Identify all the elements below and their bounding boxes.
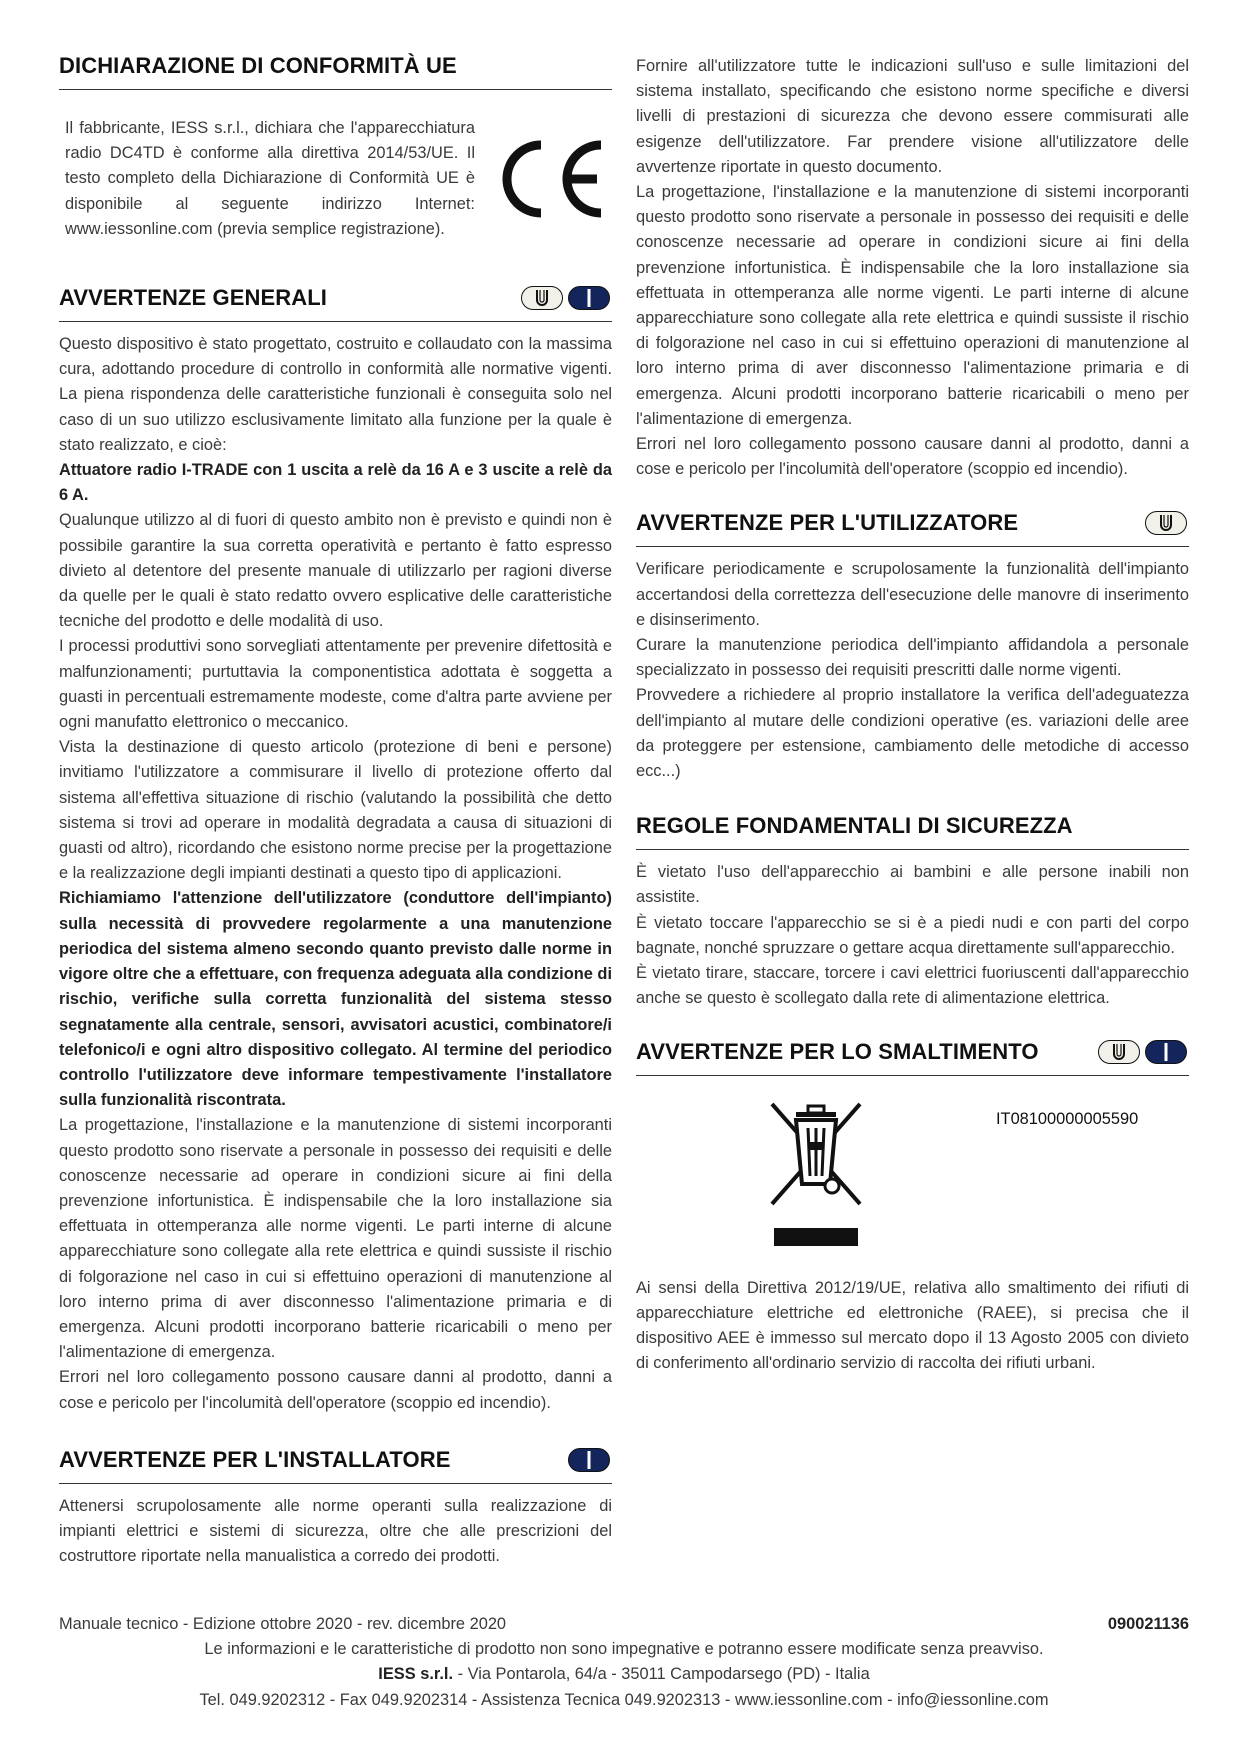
disposal-p1: Ai sensi della Direttiva 2012/19/UE, relativa allo smaltimento dei rifiuti di apparecchiature elettriche ed elettroniche (RAEE), si precisa che il dispositivo AEE è immesso sul mercato dopo il 13 Agosto 2005 con divieto di conferimento all'ordinario servizio di raccolta dei rifiuti urbani. (636, 1278, 1189, 1373)
conformity-title: DICHIARAZIONE DI CONFORMITÀ UE (59, 53, 457, 78)
footer-contacts: Tel. 049.9202312 - Fax 049.9202314 - Assistenza Tecnica 049.9202313 - www.iessonline.com - info@iessonline.com (199, 1690, 1049, 1709)
crossed-bin-icon (766, 1098, 866, 1248)
disposal-section (636, 1038, 1189, 1377)
disposal-title: AVVERTENZE PER LO SMALTIMENTO (636, 1038, 1039, 1064)
installer-section (59, 1446, 612, 1570)
footer-company: IESS s.r.l. (378, 1665, 454, 1684)
footer-doc-code: 090021136 (1107, 1615, 1189, 1633)
general-p6: La progettazione, l'installazione e la manutenzione di sistemi incorporanti questo prodotto sono riservate a personale in possesso dei requisiti e delle conoscenze necessarie ad operare in condizioni sicure ai fini della prevenzione infortunistica. È indispensabile che la loro installazione sia effettuata in ottemperanza alle norme vigenti. Le parti interne di alcune apparecchiature sono collegate alla rete elettrica e quindi sussiste il rischio di folgorazione nel caso in cui si effettuino operazioni di manutenzione al loro interno prima di aver disconnesso l'alimentazione primaria e di emergenza. Alcuni prodotti incorporano batterie ricaricabili o meno per l'alimentazione di emergenza. (59, 1116, 612, 1362)
cont-p2: La progettazione, l'installazione e la manutenzione di sistemi incorporanti questo prodotto sono riservate a personale in possesso dei requisiti e delle conoscenze necessarie ad operare in condizioni sicure ai fini della prevenzione infortunistica. È indispensabile che la loro installazione sia effettuata in ottemperanza alle norme vigenti. Le parti interne di alcune apparecchiature sono collegate alla rete elettrica e quindi sussiste il rischio di folgorazione nel caso in cui si effettuino operazioni di manutenzione al loro interno prima di aver disconnesso l'alimentazione primaria e di emergenza. Alcuni prodotti incorporano batterie ricaricabili o meno per l'alimentazione di emergenza. (636, 183, 1189, 428)
general-title: AVVERTENZE GENERALI (59, 285, 327, 311)
general-section (59, 284, 612, 1416)
footer-company-line (59, 1662, 1189, 1687)
left-column (59, 52, 612, 1569)
user-header (636, 509, 1189, 547)
safety-title: REGOLE FONDAMENTALI DI SICUREZZA (636, 813, 1073, 839)
disposal-body (636, 1276, 1189, 1377)
safety-p1: È vietato l'uso dell'apparecchio ai bambini e alle persone inabili non assistite. (636, 863, 1189, 907)
conformity-text: Il fabbricante, IESS s.r.l., dichiara che l'apparecchiatura radio DC4TD è conforme alla direttiva 2014/53/UE. Il testo completo della Dichiarazione di Conformità UE è disponibile al seguente indirizzo Internet: www.iessonline.com (previa semplice registrazione). (65, 119, 475, 238)
user-badge-icon (521, 286, 563, 310)
installer-badges (568, 1448, 610, 1472)
user-section (636, 509, 1189, 784)
user-badge-icon (1145, 511, 1187, 535)
general-p3: I processi produttivi sono sorvegliati attentamente per prevenire difettosità e malfunzionamenti; purtuttavia la componentistica adottata è soggetta a guasti in percentuali estremamente modeste, come d'altra parte avviene per ogni manufatto elettronico o meccanico. (59, 637, 612, 732)
safety-body (636, 850, 1189, 1011)
user-body (636, 547, 1189, 784)
cont-p3: Errori nel loro collegamento possono causare danni al prodotto, danni a cose e pericolo per l'incolumità dell'operatore (scoppio ed incendio). (636, 435, 1189, 479)
disposal-header (636, 1038, 1189, 1076)
footer-address: - Via Pontarola, 64/a - 35011 Campodarsego (PD) - Italia (453, 1665, 870, 1684)
page-footer (59, 1612, 1189, 1713)
cont-p1: Fornire all'utilizzatore tutte le indicazioni sull'uso e sulle limitazioni del sistema installato, specificando che esistono norme specifiche e diversi livelli di prestazioni di sicurezza che devono essere commisurati alle esigenze dell'utilizzatore. Far prendere visione all'utilizzatore delle avvertenze riportate in questo documento. (636, 57, 1189, 176)
right-column (636, 54, 1189, 1376)
user-title: AVVERTENZE PER L'UTILIZZATORE (636, 510, 1019, 536)
installer-continued (636, 54, 1189, 482)
weee-registration-code: IT08100000005590 (996, 1109, 1139, 1128)
installer-badge-icon (1145, 1040, 1187, 1064)
disposal-badges (1098, 1040, 1187, 1064)
user-p3: Provvedere a richiedere al proprio installatore la verifica dell'adeguatezza dell'impianto al mutare delle condizioni operative (es. variazioni delle aree da proteggere per estensione, cambiamento delle metodiche di accesso ecc...) (636, 686, 1189, 781)
general-p4: Vista la destinazione di questo articolo (protezione di beni e persone) invitiamo l'utilizzatore a commisurare il livello di protezione offerto dal sistema all'effettiva situazione di rischio (valutando la possibilità che detto sistema si trovi ad operare in modalità degradata a causa di situazioni di guasti od altro), ricordando che esistono norme precise per la progettazione e la realizzazione degli impianti destinati a questo tipo di applicazioni. (59, 738, 612, 883)
safety-p3: È vietato tirare, staccare, torcere i cavi elettrici fuoriuscenti dall'apparecchio anche se questo è scollegato dalla rete di alimentazione elettrica. (636, 964, 1189, 1008)
installer-body (59, 1484, 612, 1570)
safety-header (636, 812, 1189, 850)
installer-p1: Attenersi scrupolosamente alle norme operanti sulla realizzazione di impianti elettrici e sistemi di sicurezza, oltre che alle prescrizioni del costruttore riportate nella manualistica a corredo dei prodotti. (59, 1496, 612, 1566)
conformity-block (59, 90, 612, 242)
user-p1: Verificare periodicamente e scrupolosamente la funzionalità dell'impianto accertandosi della correttezza dell'esecuzione delle manovre di inserimento e disinserimento. (636, 560, 1189, 629)
user-badge-icon (1098, 1040, 1140, 1064)
installer-title: AVVERTENZE PER L'INSTALLATORE (59, 1446, 451, 1472)
general-p1: Questo dispositivo è stato progettato, costruito e collaudato con la massima cura, adottando procedure di controllo in conformità alle normative vigenti. La piena rispondenza delle caratteristiche funzionali è conseguita solo nel caso di un suo utilizzo esclusivamente limitato alla funzione per la quale è stato realizzato, e cioè: (59, 335, 612, 454)
conformity-header (59, 52, 612, 90)
safety-p2: È vietato toccare l'apparecchio se si è a piedi nudi e con parti del corpo bagnate, nonché spruzzare o gettare acqua direttamente sull'apparecchio. (636, 913, 1189, 957)
general-badges (521, 286, 610, 310)
weee-block (636, 1076, 1189, 1276)
footer-disclaimer: Le informazioni e le caratteristiche di prodotto non sono impegnative e potranno essere modificate senza preavviso. (204, 1640, 1044, 1659)
user-badges (1145, 511, 1187, 535)
general-p2: Qualunque utilizzo al di fuori di questo ambito non è previsto e quindi non è possibile garantire la sua corretta operatività e pertanto è fatto espresso divieto al detentore del presente manuale di utilizzarlo per ragioni diverse da quelle per le quali è stato redatto ovvero esplicative delle caratteristiche tecniche del prodotto e delle modalità di uso. (59, 511, 612, 631)
ce-mark-icon (497, 139, 605, 219)
general-p7: Errori nel loro collegamento possono causare danni al prodotto, danni a cose e pericolo per l'incolumità dell'operatore (scoppio ed incendio). (59, 1368, 612, 1412)
installer-badge-icon (568, 1448, 610, 1472)
user-p2: Curare la manutenzione periodica dell'impianto affidandola a personale specializzato in possesso dei requisiti prescritti dalle norme vigenti. (636, 636, 1189, 680)
footer-row-edition (59, 1612, 1189, 1637)
general-p1-bold: Attuatore radio I-TRADE con 1 uscita a relè da 16 A e 3 uscite a relè da 6 A. (59, 461, 612, 505)
general-header (59, 284, 612, 322)
safety-section (636, 812, 1189, 1011)
general-body (59, 322, 612, 1416)
installer-badge-icon (568, 286, 610, 310)
footer-edition: Manuale tecnico - Edizione ottobre 2020 - rev. dicembre 2020 (59, 1615, 507, 1633)
installer-header (59, 1446, 612, 1484)
general-p5-bold: Richiamiamo l'attenzione dell'utilizzatore (conduttore dell'impianto) sulla necessità di provvedere regolarmente a una manutenzione periodica del sistema almeno secondo quanto previsto dalle norme in vigore oltre che a effettuare, con frequenza adeguata alla condizione di rischio, verifiche sulla corretta funzionalità del sistema stesso segnatamente alla centrale, sensori, avvisatori acustici, combinatore/i telefonico/i e ogni altro dispositivo collegato. Al termine del periodico controllo l'utilizzatore deve informare tempestivamente l'installatore sulla funzionalità riscontrata. (59, 889, 612, 1110)
